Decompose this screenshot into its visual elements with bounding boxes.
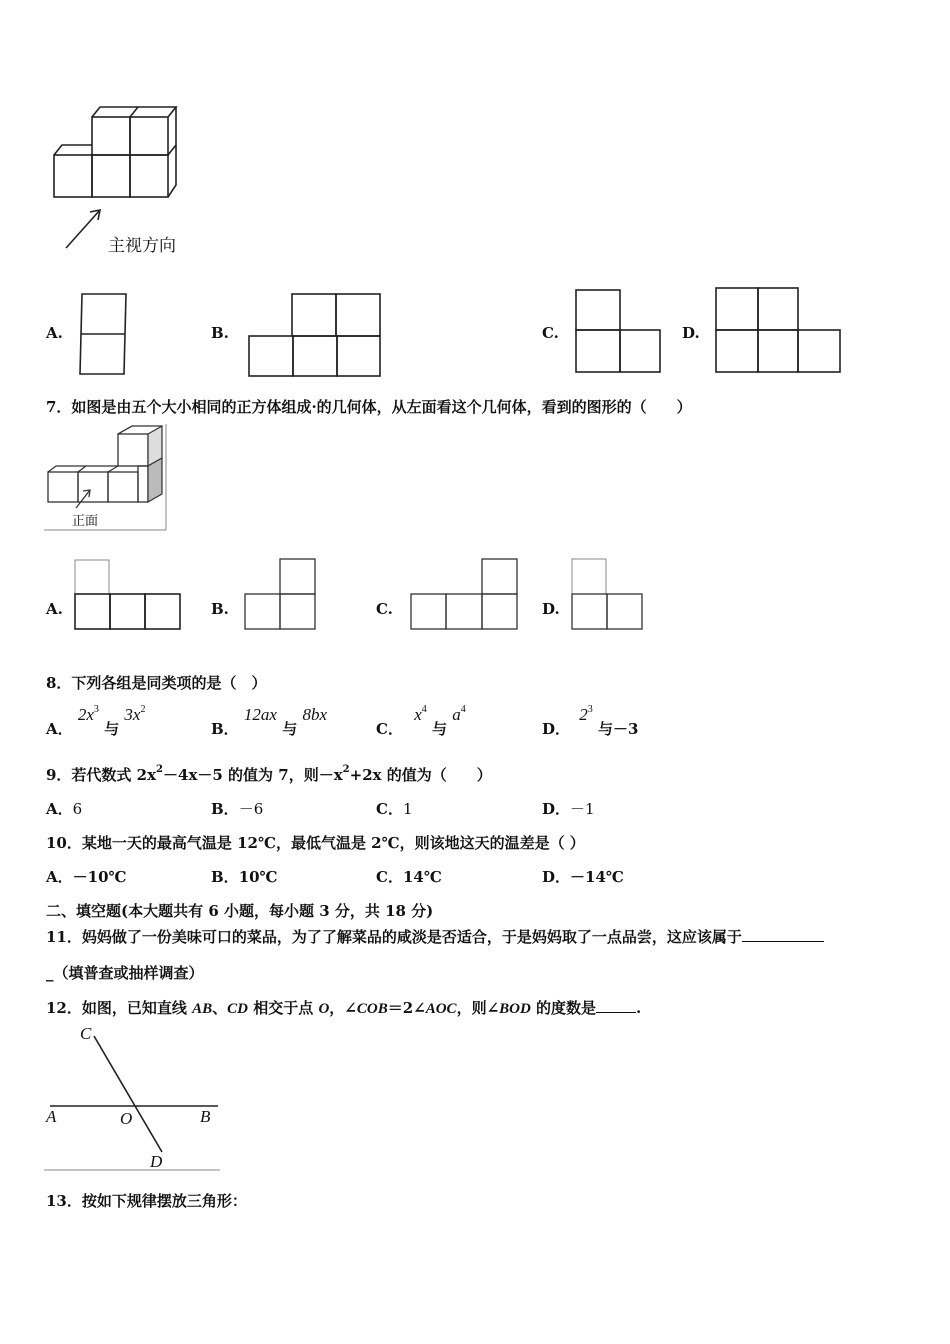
q6-option-a-letter[interactable]: A.: [46, 324, 63, 342]
q10-question: 10．某地一天的最高气温是 12℃，最低气温是 2℃，则该地这天的温差是（ ）: [46, 834, 585, 852]
q8-option-a-conj: 与: [104, 720, 120, 738]
q7-cube-figure: [44, 424, 169, 532]
q8-option-b-right: 8bx: [302, 705, 327, 724]
q8-option-b-letter: B．: [211, 720, 239, 738]
q7-option-a-figure[interactable]: [72, 558, 184, 634]
q12-lines-figure: [42, 1022, 224, 1174]
q6-option-c-letter[interactable]: C.: [542, 324, 559, 342]
q8-option-c-left: $x^4$: [414, 704, 427, 724]
q9-question: 9．若代数式 $2x^2-4x-5$ 的值为 7，则$-x^2+2x$ 的值为（ ）: [46, 764, 492, 784]
q13-question: 13．按如下规律摆放三角形：: [46, 1192, 247, 1210]
q12-question: 12．如图，已知直线 AB、CD 相交于点 O，∠COB＝2∠AOC，则∠BOD 的度数是 .: [46, 999, 642, 1017]
q8-option-a-right: $3x^2$: [124, 704, 146, 724]
q6-option-b-figure[interactable]: [247, 292, 383, 378]
q8-option-c[interactable]: [376, 704, 466, 738]
q8-option-b[interactable]: [211, 704, 327, 738]
q8-option-c-letter: C．: [376, 720, 403, 738]
q6-direction-label: 主视方向: [108, 236, 176, 256]
q8-option-d[interactable]: [542, 704, 639, 738]
q10-option-b[interactable]: B．10℃: [211, 868, 278, 886]
q7-option-b-letter[interactable]: B.: [211, 600, 229, 618]
q7-option-c-letter[interactable]: C.: [376, 600, 393, 618]
q8-option-b-left: 12ax: [243, 705, 277, 724]
q12-label-o: O: [120, 1109, 133, 1128]
q6-option-d-figure[interactable]: [714, 286, 844, 376]
q6-option-d-letter[interactable]: D.: [682, 324, 700, 342]
q9-option-d[interactable]: D．－1: [542, 800, 595, 818]
q12-label-c: C: [80, 1024, 92, 1043]
q11-answer-blank[interactable]: [742, 927, 824, 942]
q12-label-b: B: [200, 1107, 211, 1126]
q8-option-a[interactable]: [46, 704, 146, 738]
q12-answer-blank[interactable]: [596, 998, 636, 1013]
q12-label-d: D: [150, 1152, 163, 1171]
q8-option-a-letter: A．: [46, 720, 73, 738]
q6-option-b-letter[interactable]: B.: [211, 324, 229, 342]
q7-option-b-figure[interactable]: [240, 557, 320, 633]
q8-option-d-letter: D．: [542, 720, 571, 738]
q8-option-c-conj: 与: [431, 720, 447, 738]
section-2-title: 二、填空题(本大题共有 6 小题，每小题 3 分，共 18 分): [46, 902, 434, 920]
q11-question-line1: 11．妈妈做了一份美味可口的菜品，为了了解菜品的咸淡是否适合，于是妈妈取了一点品尝，这应该属于: [46, 926, 824, 947]
q7-option-d-letter[interactable]: D.: [542, 600, 560, 618]
q9-option-a[interactable]: A．6: [46, 800, 83, 818]
q6-option-a-figure[interactable]: [78, 290, 130, 378]
q12-label-a: A: [46, 1107, 57, 1126]
q7-option-c-figure[interactable]: [406, 557, 522, 633]
q9-option-c[interactable]: C．1: [376, 800, 413, 818]
q10-option-c[interactable]: C．14℃: [376, 868, 442, 886]
q11-question-line2: _（填普查或抽样调查）: [46, 964, 204, 982]
q8-option-d-left: $2^3$: [579, 704, 593, 724]
q7-option-a-letter[interactable]: A.: [46, 600, 63, 618]
q10-option-d[interactable]: D．－14℃: [542, 868, 624, 886]
q8-option-d-conj: 与－3: [597, 720, 639, 738]
q8-option-a-left: $2x^3$: [77, 704, 99, 724]
q8-option-b-conj: 与: [282, 720, 298, 738]
q6-option-c-figure[interactable]: [574, 288, 664, 376]
q7-front-label: 正面: [72, 514, 99, 529]
q10-option-a[interactable]: A．－10℃: [46, 868, 127, 886]
q7-question: 7．如图是由五个大小相同的正方体组成·的几何体，从左面看这个几何体，看到的图形的（ ）: [46, 398, 692, 416]
q9-option-b[interactable]: B．－6: [211, 800, 264, 818]
q8-option-c-right: $a^4$: [452, 704, 466, 724]
q7-option-d-figure[interactable]: [568, 557, 648, 633]
q8-question: 8．下列各组是同类项的是（ ）: [46, 674, 267, 692]
